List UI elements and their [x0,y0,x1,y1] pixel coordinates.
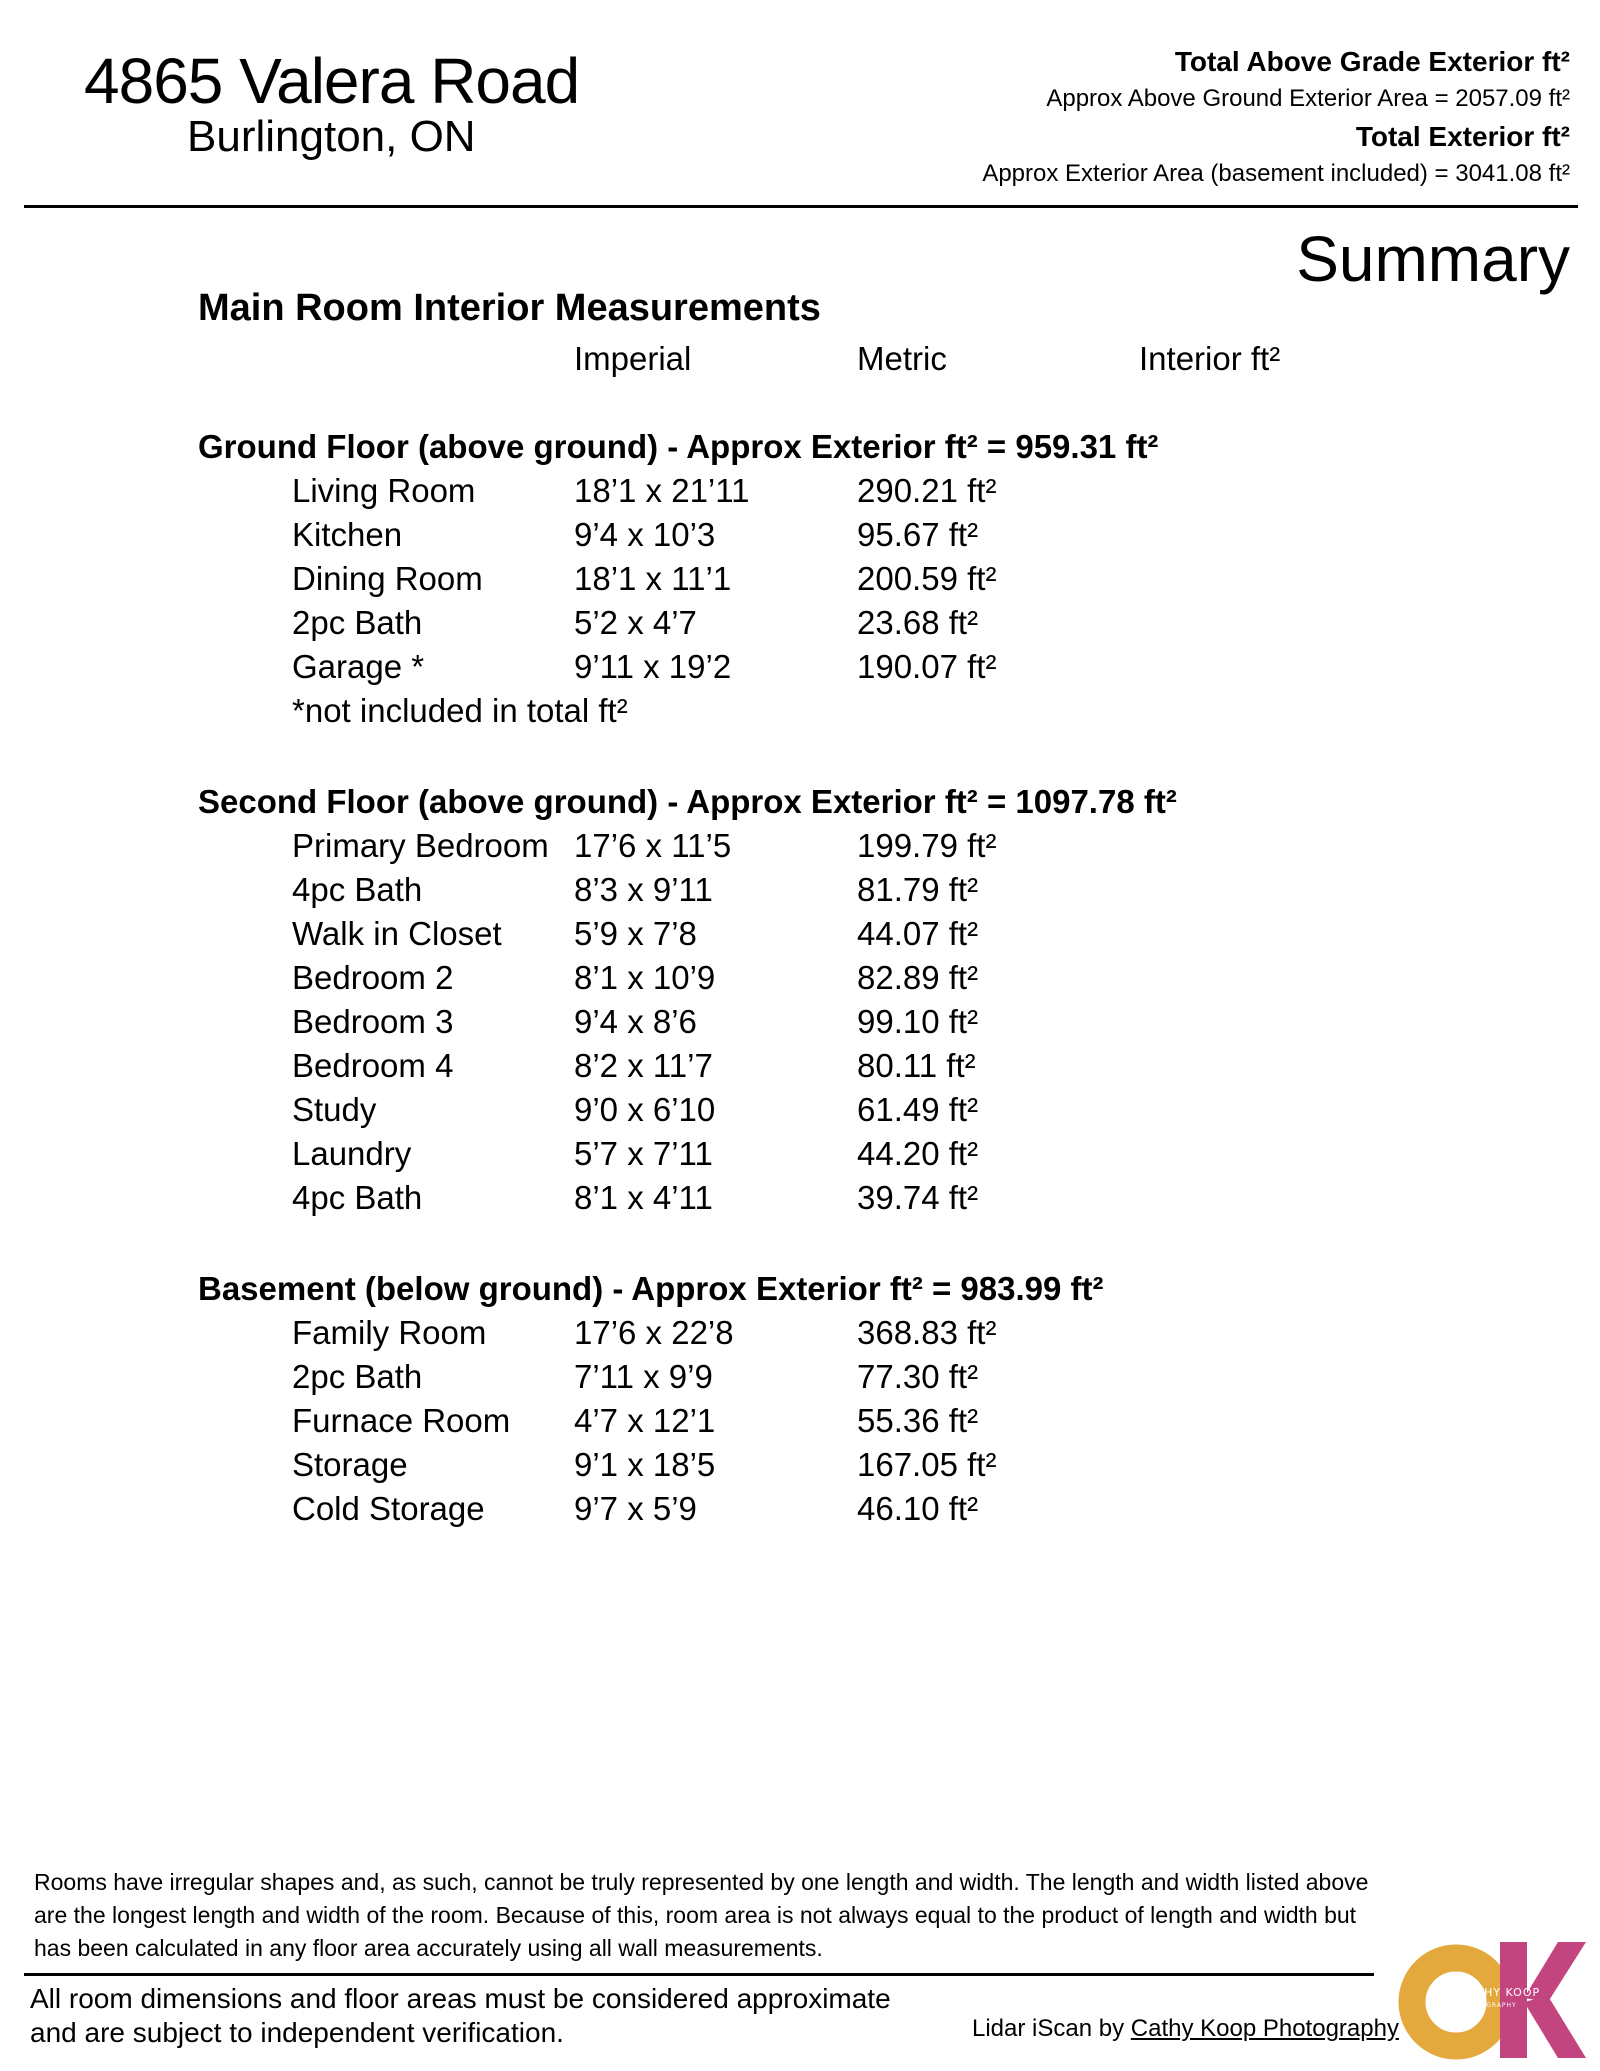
room-area: 82.89 ft² [857,959,979,996]
irregular-shape-disclaimer: Rooms have irregular shapes and, as such, cannot be truly represented by one length and width. The length and width listed above are the longest length and width of the room. Because of this, room area is not always equal to the product of length and width but has been calculated in any floor area accurately using all wall measurements. [34,1869,1369,1961]
room-name: Bedroom 3 [292,1003,454,1040]
above-ground-area: Approx Above Ground Exterior Area = 2057.09 ft² [1046,85,1570,112]
table-row [0,1490,1600,1534]
table-row [0,472,1600,516]
logo-letter-k-lower-arm [1524,1996,1586,2058]
room-area: 290.21 ft² [857,472,997,509]
table-row [0,915,1600,959]
ground-floor-title: Ground Floor (above ground) - Approx Exterior ft² = 959.31 ft² [198,428,1159,465]
room-area: 39.74 ft² [857,1179,979,1216]
room-imperial: 9’7 x 5’9 [574,1490,697,1527]
table-row [0,516,1600,560]
table-row [0,1091,1600,1135]
room-imperial: 7’11 x 9’9 [574,1358,713,1395]
room-imperial: 8’2 x 11’7 [574,1047,713,1084]
room-area: 61.49 ft² [857,1091,979,1128]
room-imperial: 18’1 x 11’1 [574,560,732,597]
room-area: 199.79 ft² [857,827,997,864]
cathy-koop-logo [1398,1936,1586,2061]
room-area: 95.67 ft² [857,516,979,553]
room-imperial: 5’2 x 4’7 [574,604,697,641]
room-name: Kitchen [292,516,403,553]
table-row [0,959,1600,1003]
header-divider [24,205,1578,208]
room-area: 55.36 ft² [857,1402,979,1439]
room-name: Cold Storage [292,1490,485,1527]
room-imperial: 5’9 x 7’8 [574,915,697,952]
table-row [0,1003,1600,1047]
room-imperial: 9’4 x 8’6 [574,1003,697,1040]
room-imperial: 17’6 x 11’5 [574,827,732,864]
column-header-metric: Metric [857,340,947,377]
measurements-heading: Main Room Interior Measurements [198,287,821,329]
room-imperial: 8’1 x 4’11 [574,1179,713,1216]
table-row [0,827,1600,871]
room-area: 80.11 ft² [857,1047,976,1084]
property-address: 4865 Valera Road [84,45,580,117]
table-row [0,1135,1600,1179]
table-row [0,1446,1600,1490]
room-area: 77.30 ft² [857,1358,979,1395]
table-row [0,1179,1600,1223]
room-area: 46.10 ft² [857,1490,979,1527]
table-row [0,560,1600,604]
room-imperial: 9’4 x 10’3 [574,516,716,553]
garage-footnote: *not included in total ft² [292,692,628,729]
photographer-link[interactable]: Cathy Koop Photography [1130,2015,1399,2042]
room-area: 44.20 ft² [857,1135,979,1172]
room-name: Laundry [292,1135,412,1172]
approximate-dimensions-note: All room dimensions and floor areas must be considered approximate and are subject to independent verification. [30,1983,891,2048]
room-name: 2pc Bath [292,1358,423,1395]
room-imperial: 9’0 x 6’10 [574,1091,716,1128]
summary-title: Summary [1296,223,1570,295]
basement-title: Basement (below ground) - Approx Exterior ft² = 983.99 ft² [198,1270,1104,1307]
room-name: Living Room [292,472,476,509]
room-imperial: 17’6 x 22’8 [574,1314,734,1351]
table-row [0,1314,1600,1358]
room-name: Dining Room [292,560,483,597]
table-row [0,1402,1600,1446]
room-name: 4pc Bath [292,871,423,908]
room-area: 99.10 ft² [857,1003,979,1040]
room-area: 368.83 ft² [857,1314,997,1351]
footer-divider [24,1973,1374,1976]
table-row [0,648,1600,692]
scan-credit [972,2015,1399,2043]
room-name: Furnace Room [292,1402,511,1439]
logo-text-line2: PHOTOGRAPHY [1460,2002,1517,2009]
room-name: Garage * [292,648,425,685]
room-name: Bedroom 2 [292,959,454,996]
room-name: Study [292,1091,377,1128]
room-name: Primary Bedroom [292,827,549,864]
room-area: 23.68 ft² [857,604,979,641]
logo-letter-k-stem [1500,1942,1527,2058]
table-row [0,1358,1600,1402]
room-name: Storage [292,1446,408,1483]
room-area: 167.05 ft² [857,1446,997,1483]
exterior-area: Approx Exterior Area (basement included) = 3041.08 ft² [982,160,1570,187]
table-row [0,871,1600,915]
total-exterior-label: Total Exterior ft² [1355,121,1570,152]
room-name: 4pc Bath [292,1179,423,1216]
room-name: Family Room [292,1314,487,1351]
room-imperial: 5’7 x 7’11 [574,1135,713,1172]
room-imperial: 4’7 x 12’1 [574,1402,716,1439]
room-area: 81.79 ft² [857,871,979,908]
logo-text-line1: CATHY KOOP [1460,1986,1541,1999]
table-row [0,604,1600,648]
credit-prefix: Lidar iScan by [972,2015,1131,2042]
room-area: 44.07 ft² [857,915,979,952]
table-row [0,1047,1600,1091]
column-header-interior: Interior ft² [1139,340,1281,377]
room-name: 2pc Bath [292,604,423,641]
room-name: Bedroom 4 [292,1047,454,1084]
room-imperial: 18’1 x 21’11 [574,472,750,509]
column-header-imperial: Imperial [574,340,692,377]
room-area: 190.07 ft² [857,648,997,685]
room-imperial: 9’11 x 19’2 [574,648,732,685]
room-imperial: 9’1 x 18’5 [574,1446,716,1483]
total-above-grade-label: Total Above Grade Exterior ft² [1174,46,1570,77]
property-city: Burlington, ON [187,112,476,161]
room-imperial: 8’3 x 9’11 [574,871,713,908]
room-imperial: 8’1 x 10’9 [574,959,716,996]
second-floor-title: Second Floor (above ground) - Approx Exterior ft² = 1097.78 ft² [198,783,1177,820]
room-area: 200.59 ft² [857,560,997,597]
room-name: Walk in Closet [292,915,502,952]
